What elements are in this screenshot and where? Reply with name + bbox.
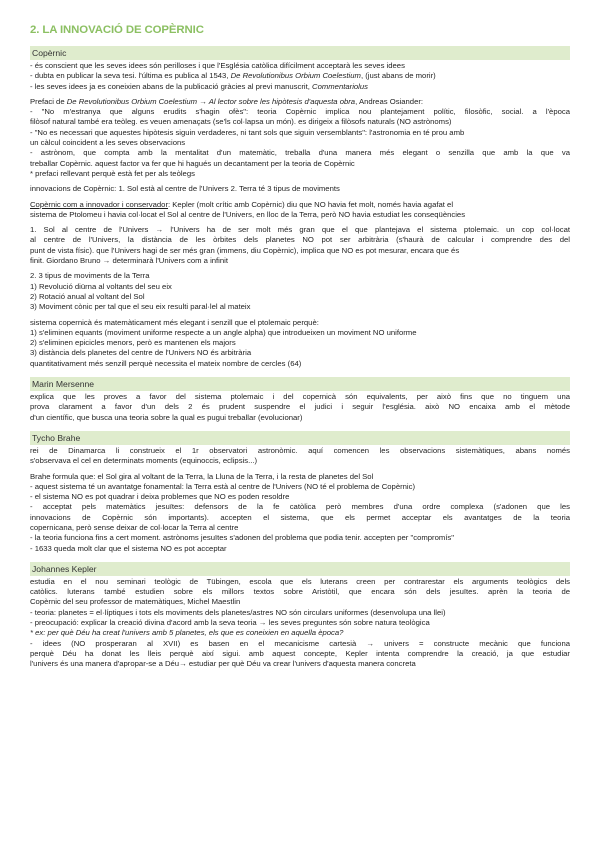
text-line: perquè Déu ha donat les lleis perquè així sigui. amb aquest concepte, Kepler intenta comprendre la creació, ja que estudiar <box>30 648 570 658</box>
text-line: explica que les proves a favor del sistema ptolemaic i del copernicà són equivalents, per això fins que no tinguem una <box>30 392 570 402</box>
text-line: 1. Sol al centre de l'Univers → l'Univers ha de ser molt més gran que el que plantejava el sistema ptolemaic. un cop col·locat <box>30 225 570 235</box>
text-line: punt de vista físic). que l'Univers hagi de ser més gran (immens, diu Copèrnic), implica que NO es pot mesurar, encara que és <box>30 245 460 255</box>
text-line: - és conscient que les seves idees són perilloses i que l'Església catòlica difícilment acceptarà les seves idees <box>30 61 405 70</box>
text-line: prova clarament a favor d'un dels 2 és prudent suspendre el judici i seguir l'església. això NO encaixa amb el mètode <box>30 402 570 412</box>
text-line: l'univers és una manera d'apropar-se a Déu→ estudiar per què Déu va crear l'univers d'aquesta manera concreta <box>30 659 416 669</box>
text-line: 3) Moviment cònic per tal que el seu eix resulti paral·lel al mateix <box>30 302 251 312</box>
text-line: quantitativament més senzill perquè necessita el mateix nombre de cercles (64) <box>30 358 302 368</box>
section-head-copernic: Copèrnic <box>30 46 570 60</box>
text-line: d'un científic, que busca una teoria sobre la qual es pugui treballar (evolucionar) <box>30 412 303 422</box>
text-line: - "No m'estranya que alguns erudits s'hagin ofès": teoria Copèrnic implica nou plantejament polític, filosòfic, social. a l'època <box>30 107 570 117</box>
text-line: estudia en el nou seminari teològic de Tübingen, escola que els luterans creen per contrarestar els arguments teològics dels <box>30 576 570 586</box>
section-head-kepler: Johannes Kepler <box>30 562 570 576</box>
text-line: al centre de l'Univers, la distància de les òrbites dels planetes NO pot ser arbitrària (s'haurà de calcular i comprendre des del <box>30 235 570 245</box>
text-line: 2. 3 tipus de moviments de la Terra <box>30 271 150 281</box>
text-line: Copèrnic com a innovador i conservador: Kepler (molt crític amb Copèrnic) diu que NO havia fet molt, només havia agafat el <box>30 199 454 209</box>
text-line: - astrònom, que compta amb la mentalitat d'un matemàtic, treballa d'una manera més elegant o senzilla que amb la que va <box>30 148 570 158</box>
text-line: 1) s'eliminen equants (moviment uniforme respecte a un angle alpha) que introdueixen un moviment NO uniforme <box>30 327 417 337</box>
text-line: s'observava el cel en determinats moments (equinoccis, eclipsis...) <box>30 456 258 466</box>
text-line: copernicana, però sense deixar de col·locar la Terra al centre <box>30 522 239 532</box>
page-title: 2. LA INNOVACIÓ DE COPÈRNIC <box>30 24 204 36</box>
text-line: * prefaci rellevant perquè està fet per als teòlegs <box>30 168 195 178</box>
text-line: sistema de Ptolomeu i havia col·locat el Sol al centre de l'Univers, en lloc de la Terra, però NO havia estudiat les conseqüències <box>30 209 466 219</box>
text-line: - el sistema NO es pot quadrar i deixa problemes que NO es poden resoldre <box>30 492 290 502</box>
text-line: 1) Revolució diürna al voltants del seu eix <box>30 281 172 291</box>
text-line: innovacions de Copèrnic: 1. Sol està al centre de l'Univers 2. Terra té 3 tipus de moviments <box>30 184 340 194</box>
text-line: - "No es necessari que aquestes hipòtesis siguin verdaderes, ni tant sols que siguin versemblants": l'astronomia en té prou amb <box>30 127 465 137</box>
text-line: un càlcul coincident a les seves observacions <box>30 138 186 148</box>
text-line: - preocupació: explicar la creació divina d'acord amb la seva teoria → les seves preguntes són sobre natura teològica <box>30 618 430 628</box>
text-line: innovacions de Copèrnic són importants). accepten el sistema, que els permet acceptar els avantatges de la teoria <box>30 512 570 522</box>
text-line: - idees (NO prosperaran al XVII) es basen en el mecanicisme cartesià → univers = constructe mecànic que funciona <box>30 638 570 648</box>
text-line: - les seves idees ja es coneixien abans de la publicació gràcies al previ manuscrit, Commentariolus <box>30 81 368 91</box>
text-line: Brahe formula que: el Sol gira al voltant de la Terra, la Lluna de la Terra, i la resta de planetes del Sol <box>30 471 374 481</box>
text-line: Copèrnic del seu professor de matemàtiques, Michel Maestlin <box>30 597 241 607</box>
text-line: treballar Copèrnic. aquest factor va fer que hi hagués un decantament per la teoria de Copèrnic <box>30 158 355 168</box>
text-line: filòsof natural també era teòleg. es veuen amenaçats (se'ls col·lapsa un món). es dirigeix a filòsofs naturals (NO astrònoms) <box>30 117 452 127</box>
text-line: finit. Giordano Bruno → determinarà l'Univers com a infinit <box>30 256 229 266</box>
text-line: 2) Rotació anual al voltant del Sol <box>30 291 145 301</box>
text-line: * ex: per què Déu ha creat l'univers amb 5 planetes, els que es coneixien en aquella època? <box>30 628 344 638</box>
text-line: - dubta en publicar la seva tesi. l'última es publica al 1543, De Revolutionibus Orbium Coelestium, (just abans de morir) <box>30 71 436 81</box>
section-head-mersenne: Marin Mersenne <box>30 377 570 391</box>
text-line: - aquest sistema té un avantatge fonamental: la Terra està al centre de l'Univers (NO té el problema de Copèrnic) <box>30 481 416 491</box>
text-line: sistema copernicà és matemàticament més elegant i senzill que el ptolemaic perquè: <box>30 317 319 327</box>
text-line: - acceptat pels matemàtics jesuïtes: defensors de la fe catòlica però membres d'una ordre complexa (s'adonen que les <box>30 502 570 512</box>
text-line: rei de Dinamarca li construeix el 1r observatori astronòmic. aquí comencen les observacions sistemàtiques, abans només <box>30 445 570 455</box>
text-line: 2) s'eliminen epicicles menors, però es mantenen els majors <box>30 338 236 348</box>
section-head-brahe: Tycho Brahe <box>30 431 570 445</box>
text-line: catòlics. luterans també estudien sobre els millors textos sobre Aristòtil, que encara són dels jesuïtes. aprèn la teoria de <box>30 587 570 597</box>
text-line: - 1633 queda molt clar que el sistema NO es pot acceptar <box>30 543 227 553</box>
text-line: - la teoria funciona fins a cert moment. astrònoms jesuïtes s'adonen del problema que podia tenir. accepten per "compromís" <box>30 533 454 543</box>
text-line: 3) distància dels planetes del centre de l'Univers NO és arbitrària <box>30 348 252 358</box>
text-line: - teoria: planetes = el·líptiques i tots els moviments dels planetes/astres NO són circulars uniformes (desenvolupa una llei) <box>30 607 446 617</box>
text-line: Prefaci de De Revolutionibus Orbium Coelestium → Al lector sobre les hipòtesis d'aquesta obra, Andreas Osiander: <box>30 96 424 106</box>
